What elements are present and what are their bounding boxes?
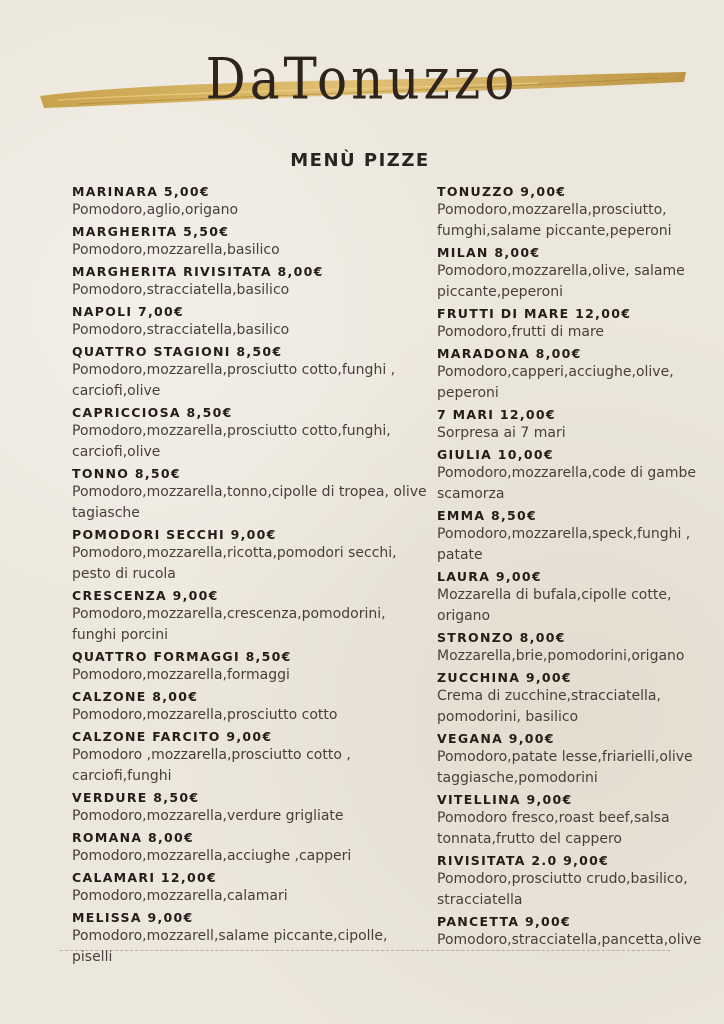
- pizza-ingredients: Pomodoro,mozzarell,salame piccante,cipolle, piselli: [72, 928, 388, 965]
- menu-item: [437, 853, 724, 911]
- pizza-ingredients: Pomodoro,mozzarella,tonno,cipolle di tropea, olive tagiasche: [72, 484, 427, 521]
- pizza-name-price: MARGHERITA RIVISITATA 8,00€: [72, 264, 324, 279]
- pizza-name-price: ZUCCHINA 9,00€: [437, 670, 572, 685]
- pizza-name-price: CALAMARI 12,00€: [72, 870, 217, 885]
- pizza-name-price: MILAN 8,00€: [437, 245, 541, 260]
- pizza-ingredients: Pomodoro,prosciutto crudo,basilico, stracciatella: [437, 871, 688, 908]
- menu-item: [72, 264, 432, 301]
- pizza-ingredients: Pomodoro fresco,roast beef,salsa tonnata,frutto del cappero: [437, 810, 670, 847]
- pizza-ingredients: Pomodoro,stracciatella,basilico: [72, 282, 290, 298]
- menu-item: [72, 527, 432, 585]
- pizza-ingredients: Pomodoro,mozzarella,acciughe ,capperi: [72, 848, 352, 864]
- menu-item: [437, 346, 724, 404]
- pizza-name-price: POMODORI SECCHI 9,00€: [72, 527, 277, 542]
- pizza-ingredients: Mozzarella,brie,pomodorini,origano: [437, 648, 685, 664]
- pizza-name-price: TONUZZO 9,00€: [437, 184, 567, 199]
- pizza-ingredients: Pomodoro,mozzarella,prosciutto cotto: [72, 707, 338, 723]
- pizza-ingredients: Pomodoro,mozzarella,prosciutto cotto,funghi, carciofi,olive: [72, 423, 391, 460]
- menu-item: [72, 830, 432, 867]
- menu-item: [72, 910, 432, 968]
- menu-item: [72, 224, 432, 261]
- menu-item: [72, 689, 432, 726]
- menu-item: [72, 344, 432, 402]
- menu-item: [72, 649, 432, 686]
- pizza-ingredients: Pomodoro,stracciatella,basilico: [72, 322, 290, 338]
- menu-item: [72, 405, 432, 463]
- menu-item: [72, 588, 432, 646]
- menu-column-right: [437, 184, 724, 954]
- pizza-name-price: CALZONE FARCITO 9,00€: [72, 729, 273, 744]
- menu-column-left: [72, 184, 432, 971]
- pizza-ingredients: Sorpresa ai 7 mari: [437, 425, 566, 441]
- pizza-ingredients: Pomodoro,mozzarella,code di gambe scamorza: [437, 465, 697, 502]
- menu-item: [437, 630, 724, 667]
- menu-item: [437, 731, 724, 789]
- pizza-ingredients: Pomodoro,frutti di mare: [437, 324, 605, 340]
- menu-item: [437, 508, 724, 566]
- pizza-name-price: MARINARA 5,00€: [72, 184, 210, 199]
- pizza-ingredients: Pomodoro,mozzarella,prosciutto cotto,funghi , carciofi,olive: [72, 362, 396, 399]
- pizza-ingredients: Pomodoro,capperi,acciughe,olive, peperoni: [437, 364, 674, 401]
- pizza-name-price: PANCETTA 9,00€: [437, 914, 571, 929]
- pizza-ingredients: Pomodoro,patate lesse,friarielli,olive taggiasche,pomodorini: [437, 749, 693, 786]
- menu-title: MENÙ PIZZE: [290, 150, 430, 171]
- pizza-ingredients: Pomodoro,mozzarella,formaggi: [72, 667, 290, 683]
- pizza-name-price: MARGHERITA 5,50€: [72, 224, 230, 239]
- pizza-name-price: LAURA 9,00€: [437, 569, 542, 584]
- menu-item: [437, 569, 724, 627]
- pizza-ingredients: Pomodoro,mozzarella,olive, salame piccante,peperoni: [437, 263, 685, 300]
- pizza-ingredients: Pomodoro,mozzarella,calamari: [72, 888, 288, 904]
- menu-item: [437, 245, 724, 303]
- pizza-name-price: MELISSA 9,00€: [72, 910, 194, 925]
- pizza-ingredients: Mozzarella di bufala,cipolle cotte, origano: [437, 587, 672, 624]
- pizza-ingredients: Pomodoro ,mozzarella,prosciutto cotto , carciofi,funghi: [72, 747, 351, 784]
- pizza-ingredients: Crema di zucchine,stracciatella, pomodorini, basilico: [437, 688, 661, 725]
- pizza-ingredients: Pomodoro,stracciatella,pancetta,olive: [437, 932, 702, 948]
- pizza-ingredients: Pomodoro,aglio,origano: [72, 202, 239, 218]
- menu-item: [72, 729, 432, 787]
- pizza-ingredients: Pomodoro,mozzarella,crescenza,pomodorini, funghi porcini: [72, 606, 386, 643]
- menu-item: [72, 870, 432, 907]
- pizza-ingredients: Pomodoro,mozzarella,speck,funghi , patate: [437, 526, 691, 563]
- menu-item: [72, 184, 432, 221]
- pizza-name-price: MARADONA 8,00€: [437, 346, 582, 361]
- pizza-ingredients: Pomodoro,mozzarella,prosciutto, fumghi,salame piccante,peperoni: [437, 202, 672, 239]
- pizza-name-price: ROMANA 8,00€: [72, 830, 194, 845]
- brand-logo: DaTonuzzo: [205, 45, 519, 113]
- pizza-name-price: 7 MARI 12,00€: [437, 407, 556, 422]
- menu-item: [72, 304, 432, 341]
- pizza-name-price: RIVISITATA 2.0 9,00€: [437, 853, 610, 868]
- menu-item: [437, 306, 724, 343]
- menu-item: [437, 914, 724, 951]
- pizza-ingredients: Pomodoro,mozzarella,verdure grigliate: [72, 808, 344, 824]
- menu-item: [437, 792, 724, 850]
- pizza-name-price: EMMA 8,50€: [437, 508, 537, 523]
- pizza-ingredients: Pomodoro,mozzarella,basilico: [72, 242, 280, 258]
- pizza-name-price: CALZONE 8,00€: [72, 689, 199, 704]
- pizza-name-price: VERDURE 8,50€: [72, 790, 200, 805]
- pizza-name-price: CAPRICCIOSA 8,50€: [72, 405, 233, 420]
- pizza-name-price: VITELLINA 9,00€: [437, 792, 573, 807]
- pizza-name-price: GIULIA 10,00€: [437, 447, 554, 462]
- pizza-ingredients: Pomodoro,mozzarella,ricotta,pomodori secchi, pesto di rucola: [72, 545, 397, 582]
- pizza-name-price: QUATTRO FORMAGGI 8,50€: [72, 649, 292, 664]
- menu-item: [437, 670, 724, 728]
- pizza-name-price: VEGANA 9,00€: [437, 731, 555, 746]
- menu-item: [72, 790, 432, 827]
- pizza-name-price: STRONZO 8,00€: [437, 630, 566, 645]
- pizza-name-price: NAPOLI 7,00€: [72, 304, 185, 319]
- menu-item: [437, 447, 724, 505]
- pizza-name-price: QUATTRO STAGIONI 8,50€: [72, 344, 283, 359]
- pizza-name-price: TONNO 8,50€: [72, 466, 181, 481]
- pizza-name-price: CRESCENZA 9,00€: [72, 588, 219, 603]
- menu-item: [437, 407, 724, 444]
- menu-item: [437, 184, 724, 242]
- divider: [60, 950, 670, 952]
- menu-item: [72, 466, 432, 524]
- pizza-name-price: FRUTTI DI MARE 12,00€: [437, 306, 632, 321]
